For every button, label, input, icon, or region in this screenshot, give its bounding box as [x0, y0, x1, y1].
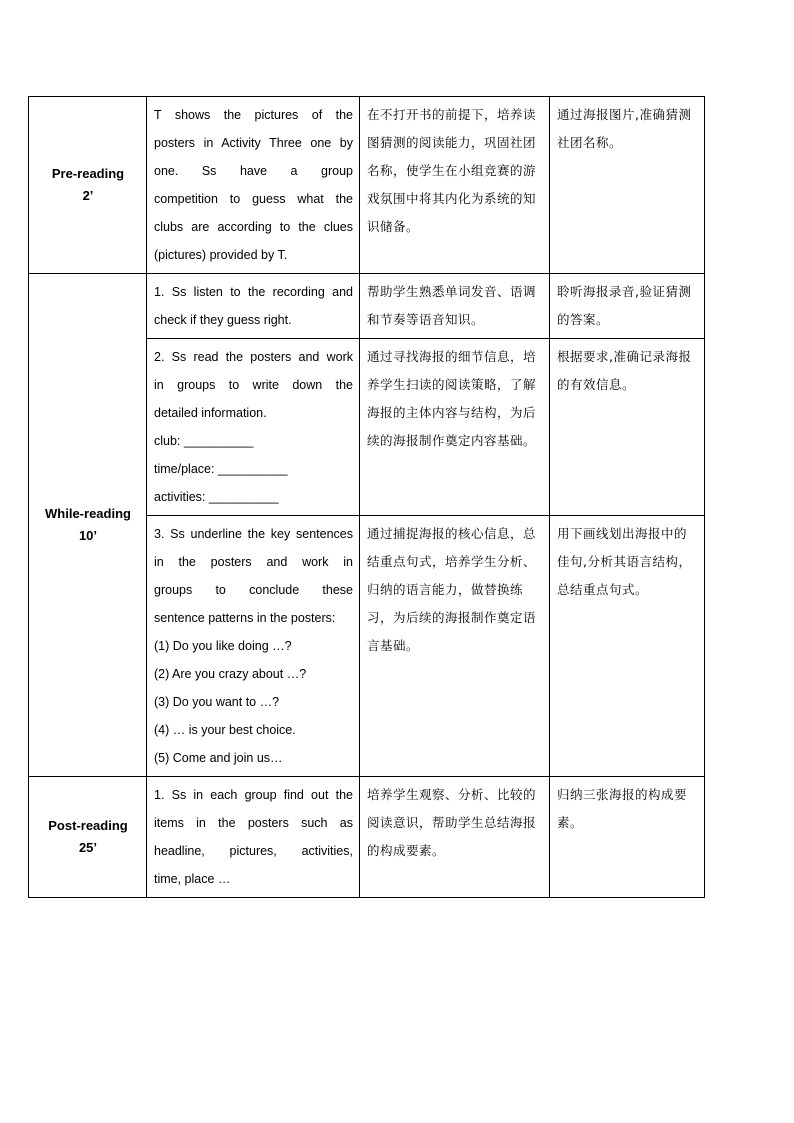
activity-line: headline, pictures, activities,	[154, 844, 353, 858]
stage-time: 10’	[78, 528, 98, 543]
activity-line: 1. Ss listen to the recording and	[154, 285, 353, 299]
activity-line: 3. Ss underline the key sentences	[154, 527, 353, 541]
stage-name: Pre-reading	[51, 166, 125, 181]
activity-line: activities: __________	[154, 490, 279, 504]
activity-cell	[147, 777, 360, 898]
activity-line: clubs are according to the clues	[154, 220, 353, 234]
activity-line: check if they guess right.	[154, 313, 292, 327]
stage-name: Post-reading	[48, 818, 128, 833]
purpose-cell: 通过寻找海报的细节信息，培养学生扫读的阅读策略，了解海报的主体内容与结构，为后续的海报制作奠定内容基础。	[360, 339, 550, 516]
stage-cell-post-reading	[29, 777, 147, 898]
stage-name: While-reading	[45, 506, 131, 521]
activity-line: 2. Ss read the posters and work	[154, 350, 353, 364]
purpose-cell: 帮助学生熟悉单词发音、语调和节奏等语音知识。	[360, 274, 550, 339]
activity-line: (3) Do you want to …?	[154, 695, 280, 709]
activity-line: T shows the pictures of the	[154, 108, 353, 122]
activity-line: groups to conclude these	[154, 583, 353, 597]
evaluation-cell: 通过海报图片,准确猜测社团名称。	[550, 97, 705, 274]
purpose-cell: 在不打开书的前提下，培养读图猜测的阅读能力，巩固社团名称，使学生在小组竞赛的游戏氛围中将其内化为系统的知识储备。	[360, 97, 550, 274]
activity-line: (4) … is your best choice.	[154, 723, 296, 737]
activity-cell	[147, 97, 360, 274]
stage-cell-pre-reading	[29, 97, 147, 274]
purpose-cell: 培养学生观察、分析、比较的阅读意识，帮助学生总结海报的构成要素。	[360, 777, 550, 898]
activity-line: posters in Activity Three one by	[154, 136, 353, 150]
stage-time: 2’	[82, 188, 94, 203]
activity-line: one. Ss have a group	[154, 164, 353, 178]
activity-line: sentence patterns in the posters:	[154, 611, 336, 625]
evaluation-cell: 用下画线划出海报中的佳句,分析其语言结构，总结重点句式。	[550, 516, 705, 777]
activity-line: club: __________	[154, 434, 254, 448]
activity-line: time, place …	[154, 872, 231, 886]
evaluation-cell: 归纳三张海报的构成要素。	[550, 777, 705, 898]
evaluation-cell: 聆听海报录音,验证猜测的答案。	[550, 274, 705, 339]
table-row-while-reading-1	[29, 274, 705, 339]
activity-cell	[147, 516, 360, 777]
lesson-plan-table	[28, 96, 705, 898]
table-row-pre-reading	[29, 97, 705, 274]
activity-line: (5) Come and join us…	[154, 751, 283, 765]
evaluation-cell: 根据要求,准确记录海报的有效信息。	[550, 339, 705, 516]
activity-line: time/place: __________	[154, 462, 288, 476]
activity-cell	[147, 339, 360, 516]
activity-line: (pictures) provided by T.	[154, 248, 288, 262]
purpose-cell: 通过捕捉海报的核心信息，总结重点句式，培养学生分析、归纳的语言能力，做替换练习，为后续的海报制作奠定语言基础。	[360, 516, 550, 777]
activity-line: (1) Do you like doing …?	[154, 639, 292, 653]
stage-time: 25’	[78, 840, 98, 855]
activity-line: items in the posters such as	[154, 816, 353, 830]
stage-cell-while-reading	[29, 274, 147, 777]
activity-line: competition to guess what the	[154, 192, 353, 206]
table-row-post-reading	[29, 777, 705, 898]
activity-line: 1. Ss in each group find out the	[154, 788, 353, 802]
activity-line: in groups to write down the	[154, 378, 353, 392]
activity-line: detailed information.	[154, 406, 267, 420]
activity-line: in the posters and work in	[154, 555, 353, 569]
activity-cell	[147, 274, 360, 339]
activity-line: (2) Are you crazy about …?	[154, 667, 307, 681]
